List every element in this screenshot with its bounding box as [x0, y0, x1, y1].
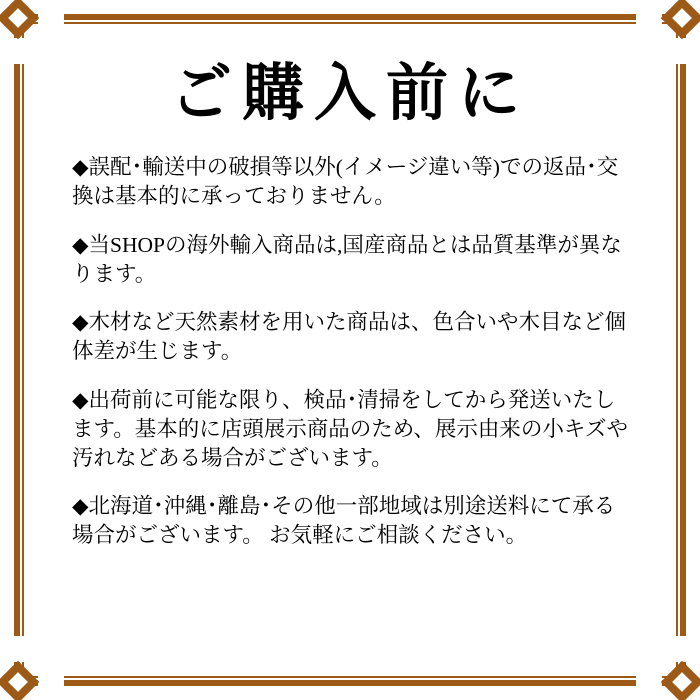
border-gap-bottom-right — [636, 669, 662, 691]
list-item: ◆木材など天然素材を用いた商品は、色合いや木目など個体差が生じます。 — [72, 310, 627, 364]
border-gap-top-left — [38, 9, 64, 31]
notice-content — [40, 40, 660, 660]
border-gap-right-bottom — [669, 636, 691, 662]
list-item: ◆当SHOPの海外輸入商品は,国産商品とは品質基準が異なります。 — [72, 232, 622, 286]
list-item: ◆出荷前に可能な限り、検品･清掃をしてから発送いたします。基本的に店頭展示商品のため、展示由来の小キズや汚れなどある場合がございます。 — [72, 387, 628, 470]
border-gap-left-top — [9, 38, 31, 64]
page-title: ご購入前に — [169, 60, 530, 128]
border-gap-right-top — [669, 38, 691, 64]
border-gap-left-bottom — [9, 636, 31, 662]
border-gap-bottom-left — [38, 669, 64, 691]
border-gap-top-right — [636, 9, 662, 31]
list-item: ◆誤配･輸送中の破損等以外(イメージ違い等)での返品･交換は基本的に承っておりません。 — [72, 155, 619, 209]
notice-list — [56, 153, 644, 551]
list-item: ◆北海道･沖縄･離島･その他一部地域は別途送料にて承る場合がございます。 お気軽にご相談ください。 — [72, 494, 616, 548]
